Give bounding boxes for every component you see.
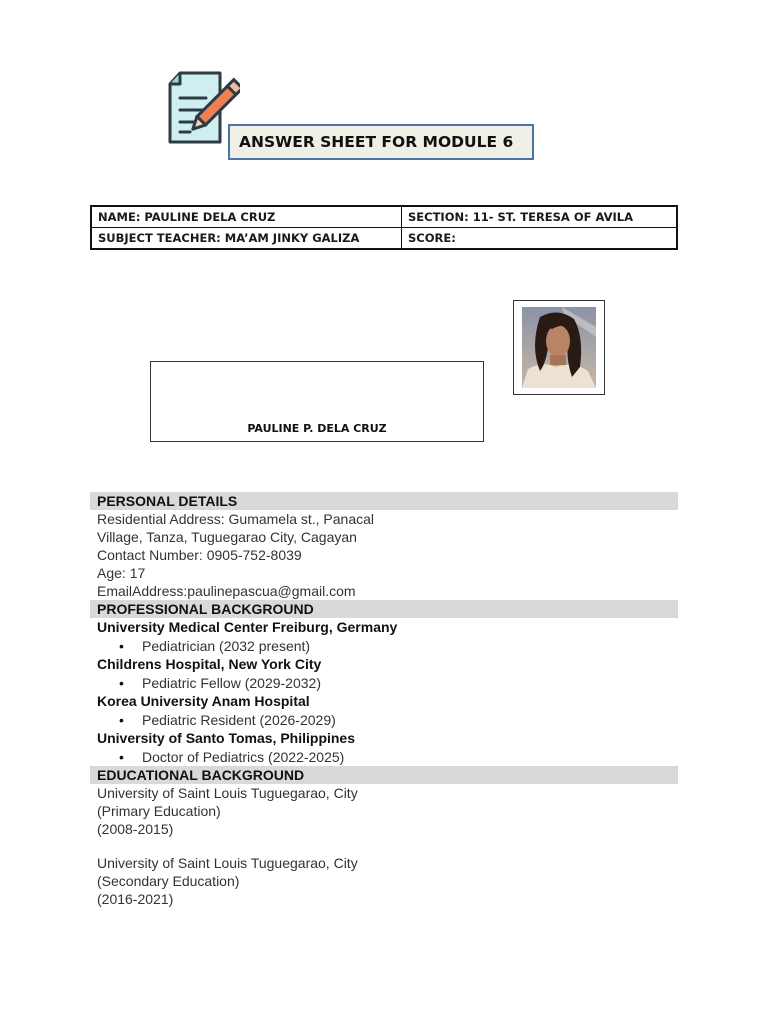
table-row xyxy=(91,206,677,228)
employer-name: Childrens Hospital, New York City xyxy=(97,656,322,672)
employer-name: University Medical Center Freiburg, Germany xyxy=(97,619,398,635)
table-row xyxy=(91,228,677,250)
bullet-icon: • xyxy=(119,748,124,765)
teacher-cell: SUBJECT TEACHER: MA’AM JINKY GALIZA xyxy=(91,228,402,250)
resume-content xyxy=(90,492,678,908)
age: Age: 17 xyxy=(97,565,146,581)
email-address: EmailAddress:paulinepascua@gmail.com xyxy=(97,583,356,599)
score-cell: SCORE: xyxy=(402,228,678,250)
page-title: ANSWER SHEET FOR MODULE 6 xyxy=(228,124,534,160)
education-level: (Primary Education) xyxy=(97,803,221,819)
profile-photo xyxy=(522,307,596,388)
student-name-cell: NAME: PAULINE DELA CRUZ xyxy=(91,206,402,228)
school-name: University of Saint Louis Tuguegarao, City xyxy=(97,785,358,801)
job-role: Pediatric Fellow (2029-2032) xyxy=(142,674,321,691)
list-item xyxy=(90,711,678,730)
education-years: (2008-2015) xyxy=(97,821,174,837)
employer-name: University of Santo Tomas, Philippines xyxy=(97,730,356,746)
full-name: PAULINE P. DELA CRUZ xyxy=(247,422,387,435)
name-box xyxy=(150,361,484,442)
list-item xyxy=(90,637,678,656)
employer-name: Korea University Anam Hospital xyxy=(97,693,310,709)
address-line-2: Village, Tanza, Tuguegarao City, Cagayan xyxy=(97,529,357,545)
address-line-1: Residential Address: Gumamela st., Panacal xyxy=(97,511,375,527)
education-level: (Secondary Education) xyxy=(97,873,240,889)
contact-number: Contact Number: 0905-752-8039 xyxy=(97,547,302,563)
section-cell: SECTION: 11- ST. TERESA OF AVILA xyxy=(402,206,678,228)
professional-background-heading: PROFESSIONAL BACKGROUND xyxy=(90,600,678,618)
education-years: (2016-2021) xyxy=(97,891,174,907)
personal-details-heading: PERSONAL DETAILS xyxy=(90,492,678,510)
job-role: Pediatrician (2032 present) xyxy=(142,637,311,654)
bullet-icon: • xyxy=(119,637,124,654)
job-role: Doctor of Pediatrics (2022-2025) xyxy=(142,748,345,765)
list-item xyxy=(90,748,678,767)
school-name: University of Saint Louis Tuguegarao, City xyxy=(97,855,358,871)
student-info-table xyxy=(90,205,678,250)
list-item xyxy=(90,674,678,693)
educational-background-heading: EDUCATIONAL BACKGROUND xyxy=(90,766,678,784)
profile-photo-frame xyxy=(513,300,605,395)
job-role: Pediatric Resident (2026-2029) xyxy=(142,711,336,728)
spacer xyxy=(90,838,678,854)
bullet-icon: • xyxy=(119,674,124,691)
bullet-icon: • xyxy=(119,711,124,728)
